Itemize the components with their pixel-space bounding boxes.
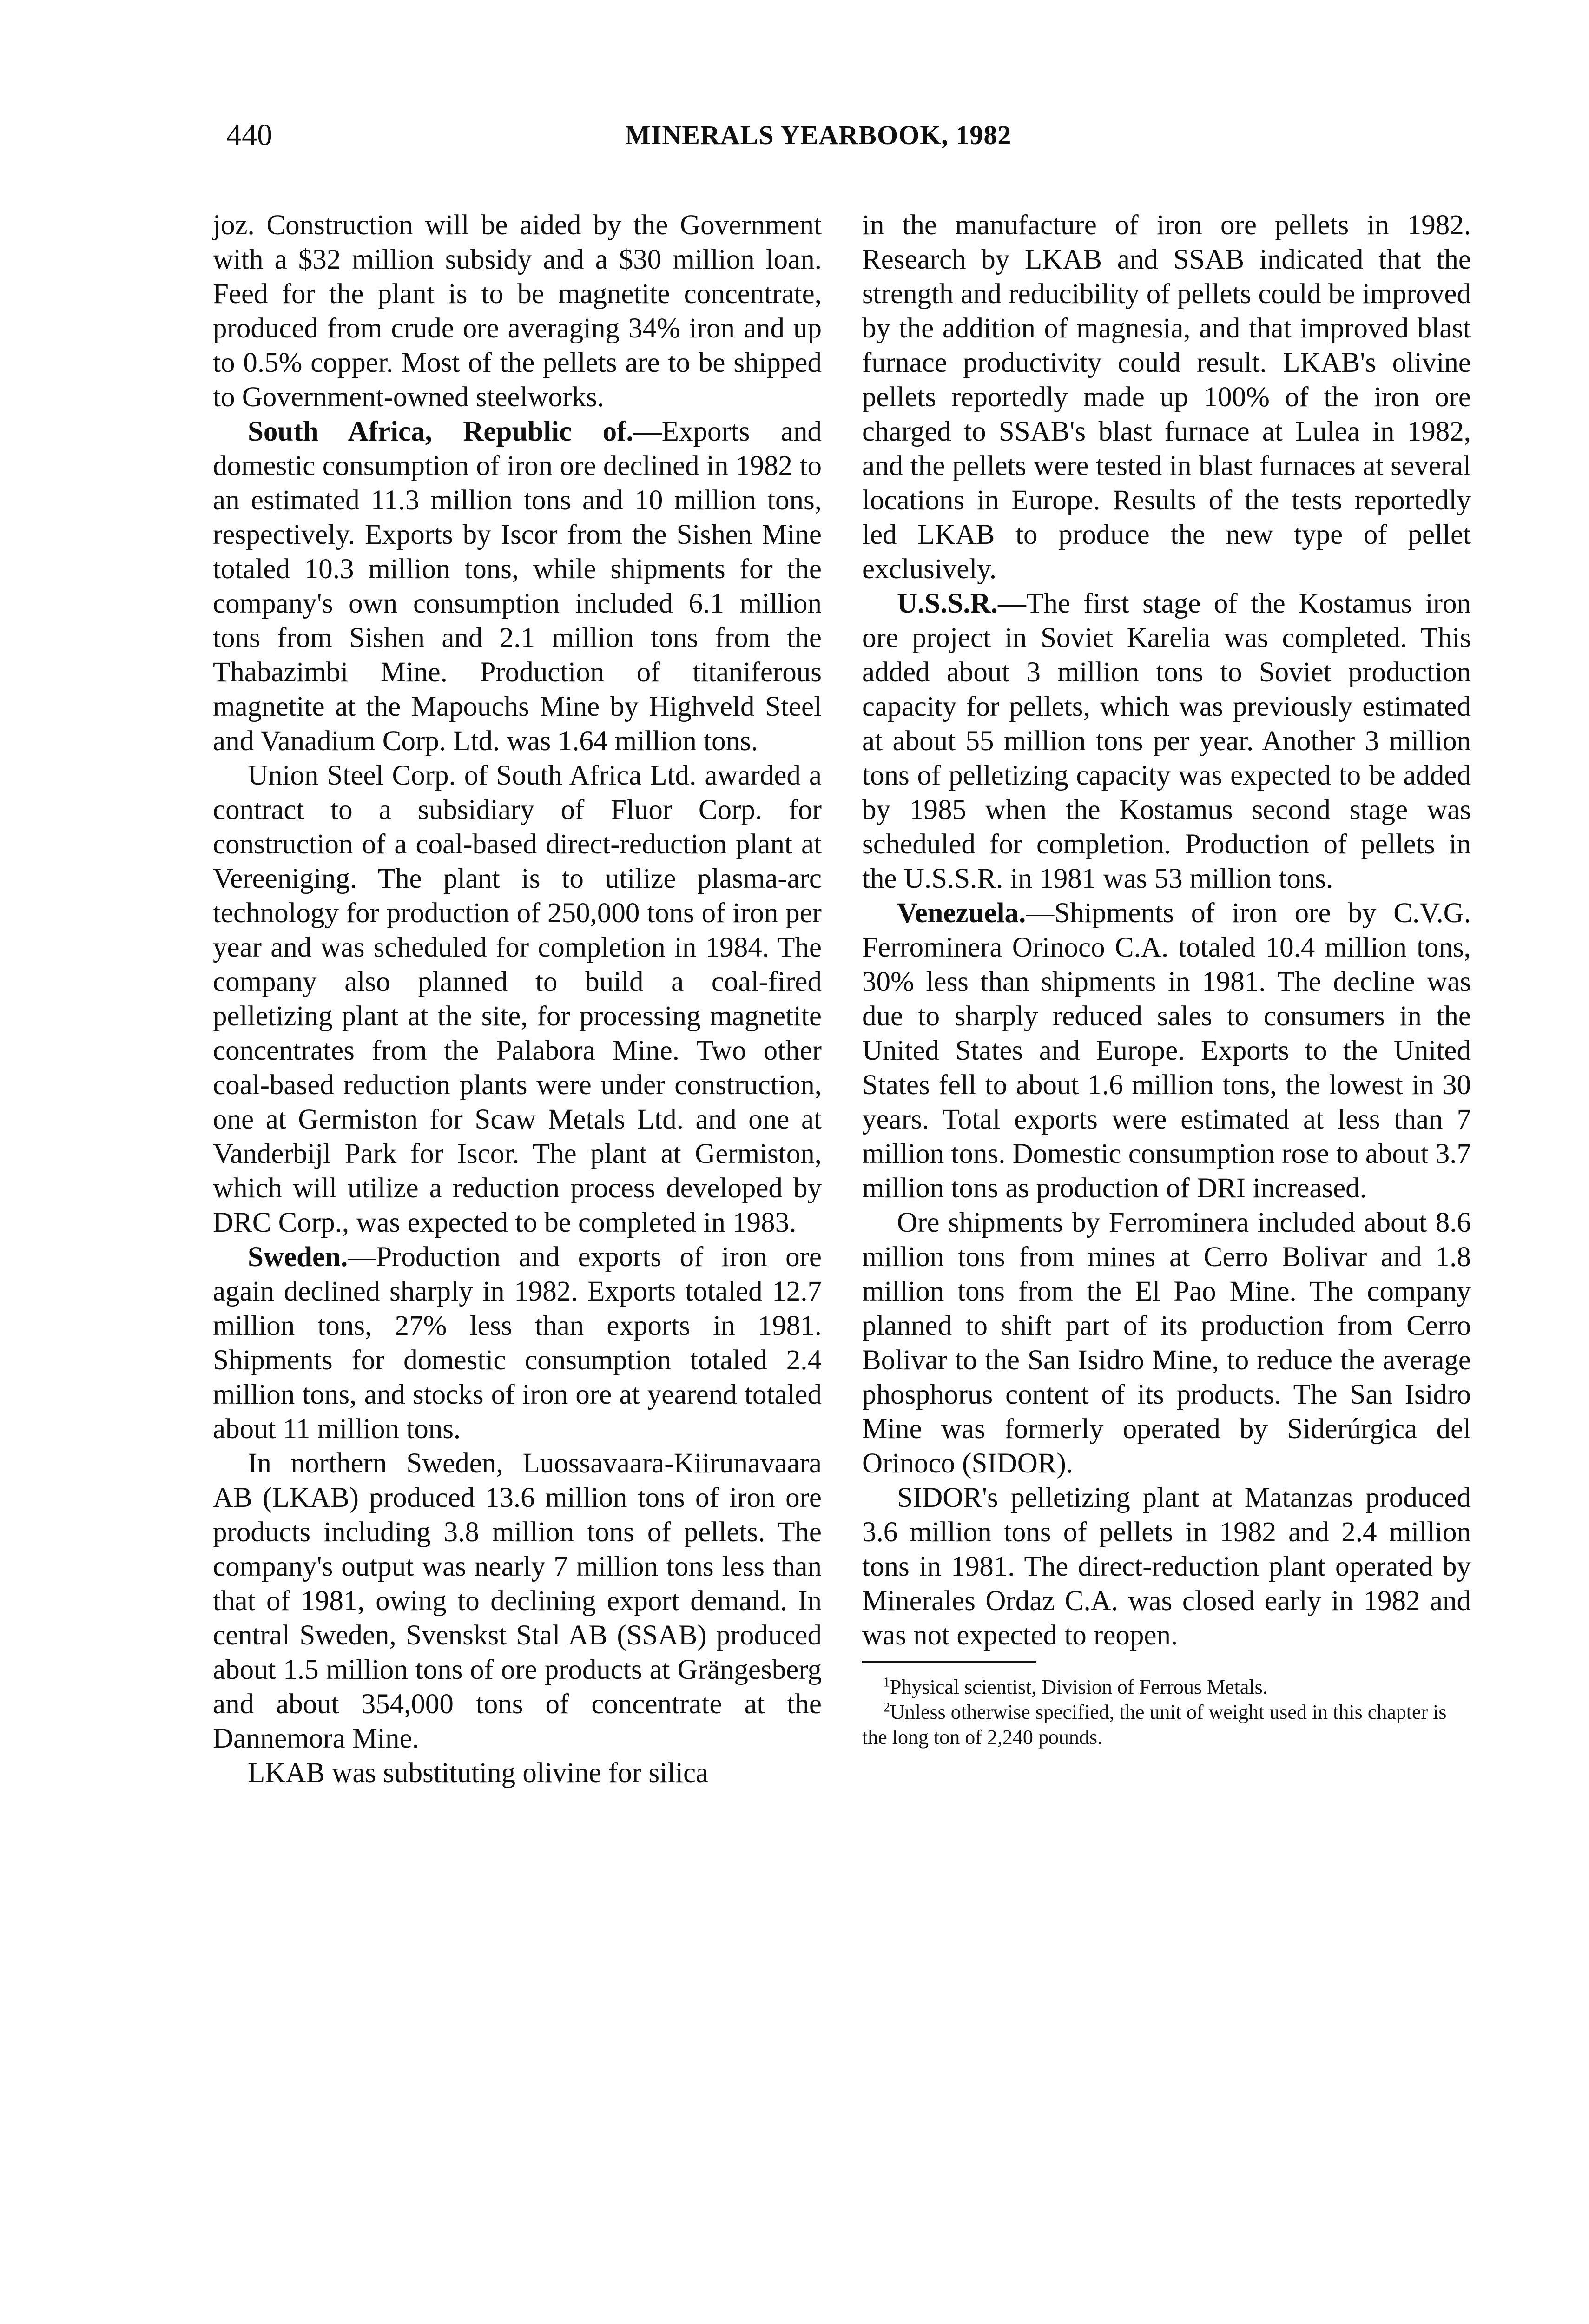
- paragraph: in the manufacture of iron ore pellets in 1982. Research by LKAB and SSAB indicated that the strength and reducibility of pellets could be improved by the addition of magnesia, and that improved blast furnace productivity could result. LKAB's olivine pellets reportedly made up 100% of the iron ore charged to SSAB's blast furnace at Lulea in 1982, and the pellets were tested in blast furnaces at several locations in Europe. Results of the tests reportedly led LKAB to produce the new type of pellet exclusively.: [862, 210, 1471, 585]
- section-heading-south-africa: South Africa, Republic of.: [248, 416, 633, 447]
- footnote-divider: [862, 1661, 1036, 1663]
- right-column: [862, 208, 1471, 1750]
- paragraph-venezuela: [862, 896, 1471, 1206]
- footnote: [862, 1675, 1471, 1700]
- paragraph-text: —The first stage of the Kostamus iron ore project in Soviet Karelia was completed. This added about 3 million tons to Soviet production capacity for pellets, which was previously estimated at about 55 million tons per year. Another 3 million tons of pelletizing capacity was expected to be added by 1985 when the Kostamus second stage was scheduled for completion. Production of pellets in the U.S.S.R. in 1981 was 53 million tons.: [862, 588, 1471, 894]
- section-heading-ussr: U.S.S.R.: [897, 588, 998, 619]
- footnote-text: Physical scientist, Division of Ferrous Metals.: [890, 1676, 1268, 1698]
- paragraph: In northern Sweden, Luossavaara-Kiirunavaara AB (LKAB) produced 13.6 million tons of iron ore products including 3.8 million tons of pellets. The company's output was nearly 7 million tons less than that of 1981, owing to declining export demand. In central Sweden, Svenskst Stal AB (SSAB) produced about 1.5 million tons of ore products at Grängesberg and about 354,000 tons of concentrate at the Dannemora Mine.: [213, 1448, 822, 1754]
- page-number: 440: [226, 118, 272, 152]
- paragraph-text: —Production and exports of iron ore again declined sharply in 1982. Exports totaled 12.7 million tons, 27% less than exports in 1981. Shipments for domestic consumption totaled 2.4 million tons, and stocks of iron ore at yearend totaled about 11 million tons.: [213, 1241, 822, 1445]
- section-heading-venezuela: Venezuela.: [897, 898, 1026, 929]
- paragraph-sweden: [213, 1240, 822, 1446]
- footnote-marker: 1: [883, 1674, 890, 1690]
- footnotes: [862, 1675, 1471, 1750]
- paragraph: Ore shipments by Ferrominera included about 8.6 million tons from mines at Cerro Bolivar and 1.8 million tons from the El Pao Mine. The company planned to shift part of its production from Cerro Bolivar to the San Isidro Mine, to reduce the average phosphorus content of its products. The San Isidro Mine was formerly operated by Siderúrgica del Orinoco (SIDOR).: [862, 1207, 1471, 1479]
- paragraph: joz. Construction will be aided by the Government with a $32 million subsidy and a $30 million loan. Feed for the plant is to be magnetite concentrate, produced from crude ore averaging 34% iron and up to 0.5% copper. Most of the pellets are to be shipped to Government-owned steelworks.: [213, 210, 822, 413]
- paragraph: LKAB was substituting olivine for silica: [248, 1757, 709, 1789]
- footnote: [862, 1700, 1471, 1750]
- paragraph: Union Steel Corp. of South Africa Ltd. awarded a contract to a subsidiary of Fluor Corp. for construction of a coal-based direct-reduction plant at Vereeniging. The plant is to utilize plasma-arc technology for production of 250,000 tons of iron per year and was scheduled for completion in 1984. The company also planned to build a coal-fired pelletizing plant at the site, for processing magnetite concentrates from the Palabora Mine. Two other coal-based reduction plants were under construction, one at Germiston for Scaw Metals Ltd. and one at Vanderbijl Park for Iscor. The plant at Germiston, which will utilize a reduction process developed by DRC Corp., was expected to be completed in 1983.: [213, 760, 822, 1238]
- footnote-marker: 2: [883, 1699, 890, 1715]
- paragraph-text: —Shipments of iron ore by C.V.G. Ferrominera Orinoco C.A. totaled 10.4 million tons, 30% less than shipments in 1981. The decline was due to sharply reduced sales to consumers in the United States and Europe. Exports to the United States fell to about 1.6 million tons, the lowest in 30 years. Total exports were estimated at less than 7 million tons. Domestic consumption rose to about 3.7 million tons as production of DRI increased.: [862, 898, 1471, 1204]
- footnote-text: Unless otherwise specified, the unit of weight used in this chapter is the long ton of 2,240 pounds.: [862, 1701, 1447, 1749]
- paragraph-south-africa: [213, 415, 822, 759]
- paragraph-ussr: [862, 587, 1471, 896]
- section-heading-sweden: Sweden.: [248, 1241, 348, 1273]
- running-head: MINERALS YEARBOOK, 1982: [625, 120, 1012, 150]
- paragraph-text: —Exports and domestic consumption of iron ore declined in 1982 to an estimated 11.3 million tons and 10 million tons, respectively. Exports by Iscor from the Sishen Mine totaled 10.3 million tons, while shipments for the company's own consumption included 6.1 million tons from Sishen and 2.1 million tons from the Thabazimbi Mine. Production of titaniferous magnetite at the Mapouchs Mine by Highveld Steel and Vanadium Corp. Ltd. was 1.64 million tons.: [213, 416, 822, 757]
- paragraph: SIDOR's pelletizing plant at Matanzas produced 3.6 million tons of pellets in 1982 and 2.4 million tons in 1981. The direct-reduction plant operated by Minerales Ordaz C.A. was closed early in 1982 and was not expected to reopen.: [862, 1482, 1471, 1651]
- left-column: [213, 208, 822, 1790]
